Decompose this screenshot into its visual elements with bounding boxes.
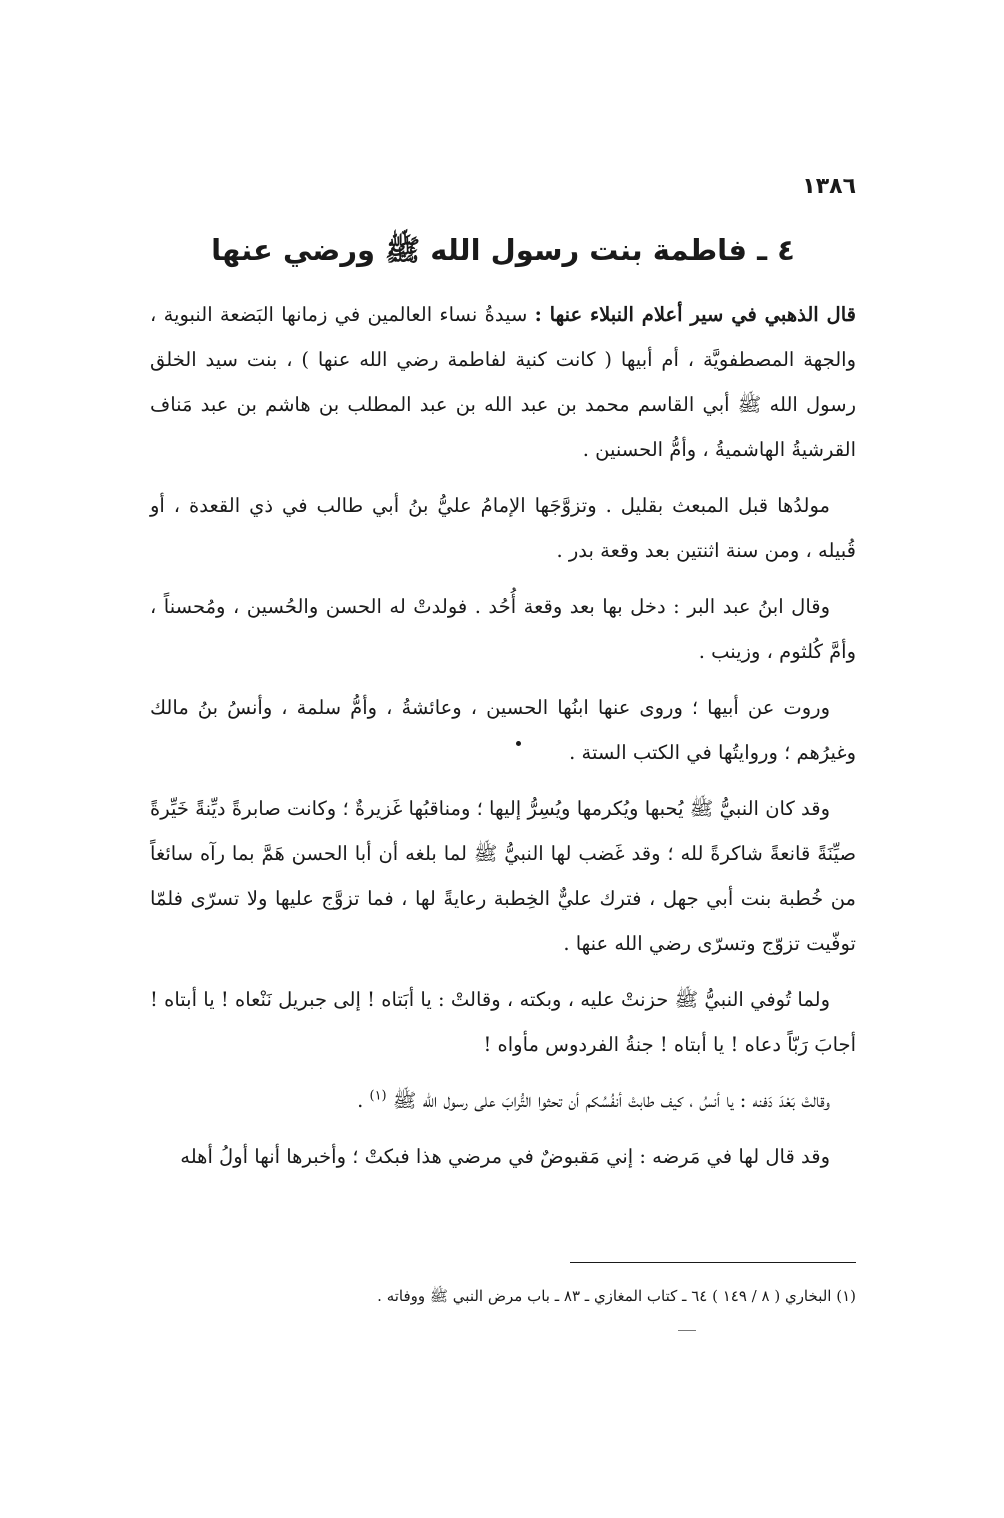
- paragraph-7-tail: .: [357, 1089, 370, 1112]
- paragraph-7-text: وقالتْ بَعْدَ دَفنه : يا أنسُ ، كيف طابتْ أنفُسُكم أن تحثوا التُّرابَ على رسول الله ﷺ: [392, 1089, 830, 1112]
- page-number: ١٣٨٦: [802, 174, 856, 199]
- paragraph-2: مولدُها قبل المبعث بقليل . وتزوَّجَها الإمامُ عليُّ بنُ أبي طالب في ذي القعدة ، أو قُبيله ، ومن سنة اثنتين بعد وقعة بدر .: [150, 494, 856, 562]
- footnote-divider: [570, 1262, 856, 1263]
- footnote-reference[interactable]: (١): [369, 1088, 387, 1104]
- paragraph-1: [150, 292, 856, 472]
- paragraph-1-lead: قال الذهبي في سير أعلام النبلاء عنها :: [534, 303, 856, 326]
- footnote-text: (١) البخاري ( ٨ / ١٤٩ ) ٦٤ ـ كتاب المغازي ـ ٨٣ ـ باب مرض النبي ﷺ ووفاته .: [377, 1287, 856, 1305]
- paragraph-5: وقد كان النبيُّ ﷺ يُحبها ويُكرمها ويُسِرُّ إليها ؛ ومناقبُها غَزيرةٌ ؛ وكانت صابرةً ديِّنةً خَيِّرةً صيِّنَةً قانعةً شاكرةً لله ؛ وقد غَضب لها النبيُّ ﷺ لما بلغه أن أبا الحسن هَمَّ بما رآه سائغاً من خُطبة بنت أبي جهل ، فترك عليٌّ الخِطبة رعايةً لها ، فما تزوَّج عليها ولا تسرّى فلمّا توفّيت تزوّج وتسرّى رضي الله عنها .: [150, 797, 856, 955]
- chapter-title: ٤ ـ فاطمة بنت رسول الله ﷺ ورضي عنها: [211, 233, 795, 267]
- paragraph-6: ولما تُوفي النبيُّ ﷺ حزنتْ عليه ، وبكته ، وقالتْ : يا أبَتاه ! إلى جبريل نَنْعاه ! يا أبتاه ! أجابَ رَبّاً دعاه ! يا أبتاه ! جنةُ الفردوس مأواه !: [150, 988, 856, 1056]
- paragraph-8: وقد قال لها في مَرضه : إني مَقبوضٌ في مرضي هذا فبكتْ ؛ وأخبرها أنها أولُ أهله: [180, 1145, 830, 1168]
- page-speck-mark: [678, 1330, 696, 1331]
- body-text: [150, 292, 856, 1190]
- ink-dot-mark: [516, 741, 521, 746]
- paragraph-1-text: سيدةُ نساء العالمين في زمانها البَضعة النبوية ، والجهة المصطفويَّة ، أم أبيها ( كانت كنية لفاطمة رضي الله عنها ) ، بنت سيد الخلق رسول الله ﷺ أبي القاسم محمد بن عبد الله بن عبد المطلب بن هاشم بن عبد مَناف القرشيةُ الهاشميةُ ، وأمُّ الحسنين .: [150, 303, 856, 461]
- paragraph-4: وروت عن أبيها ؛ وروى عنها ابنُها الحسين ، وعائشةُ ، وأمُّ سلمة ، وأنسُ بنُ مالك وغيرُهم ؛ وروايتُها في الكتب الستة .: [150, 696, 856, 764]
- paragraph-7: [150, 1078, 856, 1123]
- paragraph-3: وقال ابنُ عبد البر : دخل بها بعد وقعة أُحُد . فولدتْ له الحسن والحُسين ، ومُحسناً ، وأمَّ كُلثوم ، وزينب .: [150, 595, 856, 663]
